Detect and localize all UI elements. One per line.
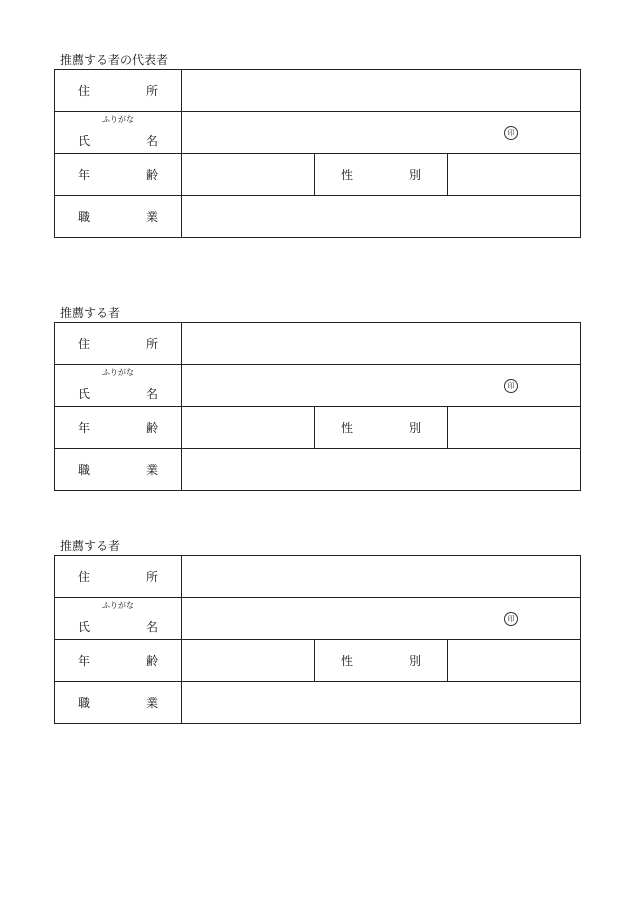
- name-row: [55, 365, 581, 407]
- age-label-cell: [55, 407, 182, 449]
- name-label-cell: [55, 598, 182, 640]
- age-gender-row: [55, 407, 581, 449]
- age-field[interactable]: [182, 640, 315, 682]
- gender-label: 性 別: [340, 420, 443, 435]
- address-field[interactable]: [182, 70, 581, 112]
- gender-label: 性 別: [340, 167, 443, 182]
- name-label: 氏 名: [77, 387, 180, 401]
- seal-icon: 印: [504, 126, 518, 140]
- address-label-cell: [55, 556, 182, 598]
- address-field[interactable]: [182, 556, 581, 598]
- occupation-label: 職 業: [77, 695, 180, 710]
- name-label-cell: [55, 112, 182, 154]
- age-label-cell: [55, 640, 182, 682]
- gender-field[interactable]: [448, 407, 581, 449]
- name-label: 氏 名: [77, 620, 180, 634]
- occupation-row: [55, 196, 581, 238]
- address-label-cell: [55, 323, 182, 365]
- occupation-field[interactable]: [182, 682, 581, 724]
- seal-icon: 印: [504, 612, 518, 626]
- occupation-field[interactable]: [182, 449, 581, 491]
- gender-field[interactable]: [448, 640, 581, 682]
- section-title: 推薦する者: [60, 539, 121, 553]
- gender-label-cell: [315, 640, 448, 682]
- address-row: [55, 70, 581, 112]
- name-field[interactable]: [182, 112, 581, 154]
- name-label: 氏 名: [77, 134, 180, 148]
- address-label-cell: [55, 70, 182, 112]
- occupation-label-cell: [55, 682, 182, 724]
- occupation-label: 職 業: [77, 462, 180, 477]
- age-gender-row: [55, 154, 581, 196]
- name-field[interactable]: [182, 365, 581, 407]
- age-field[interactable]: [182, 407, 315, 449]
- occupation-label-cell: [55, 196, 182, 238]
- age-label: 年 齢: [77, 653, 180, 668]
- gender-label-cell: [315, 407, 448, 449]
- section-title: 推薦する者の代表者: [60, 53, 169, 67]
- section-title: 推薦する者: [60, 306, 121, 320]
- age-label: 年 齢: [77, 420, 180, 435]
- name-label-cell: [55, 365, 182, 407]
- address-field[interactable]: [182, 323, 581, 365]
- gender-field[interactable]: [448, 154, 581, 196]
- furigana-label: ふりがな: [102, 115, 134, 124]
- address-label: 住 所: [77, 336, 180, 351]
- address-label: 住 所: [77, 569, 180, 584]
- furigana-label: ふりがな: [102, 368, 134, 377]
- age-field[interactable]: [182, 154, 315, 196]
- seal-icon: 印: [504, 379, 518, 393]
- occupation-label: 職 業: [77, 209, 180, 224]
- name-row: [55, 598, 581, 640]
- age-label: 年 齢: [77, 167, 180, 182]
- age-label-cell: [55, 154, 182, 196]
- age-gender-row: [55, 640, 581, 682]
- occupation-row: [55, 449, 581, 491]
- recommender-form-table: [54, 555, 581, 724]
- recommender-form-table: [54, 322, 581, 491]
- name-field[interactable]: [182, 598, 581, 640]
- occupation-label-cell: [55, 449, 182, 491]
- address-row: [55, 323, 581, 365]
- occupation-row: [55, 682, 581, 724]
- address-row: [55, 556, 581, 598]
- name-row: [55, 112, 581, 154]
- gender-label-cell: [315, 154, 448, 196]
- gender-label: 性 別: [340, 653, 443, 668]
- furigana-label: ふりがな: [102, 601, 134, 610]
- recommender-form-table: [54, 69, 581, 238]
- address-label: 住 所: [77, 83, 180, 98]
- occupation-field[interactable]: [182, 196, 581, 238]
